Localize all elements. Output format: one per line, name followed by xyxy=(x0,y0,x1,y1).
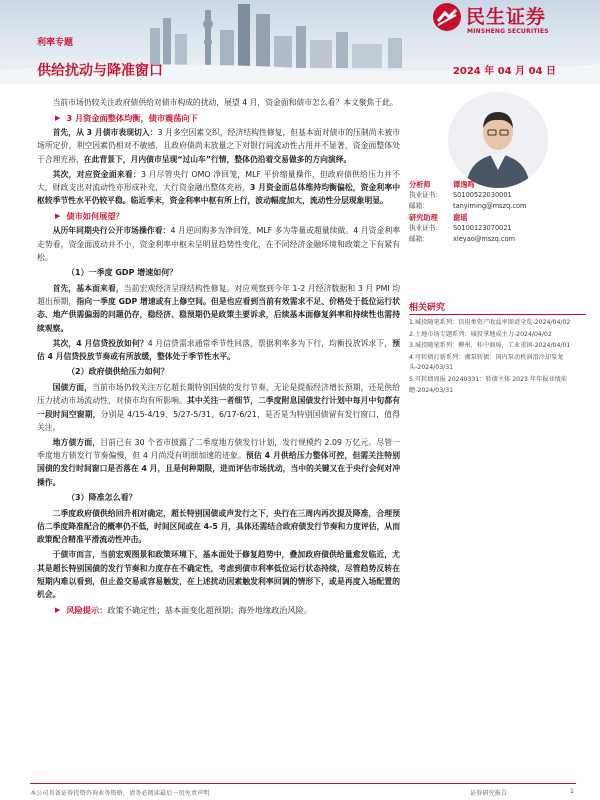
minsheng-logo-icon xyxy=(432,2,462,32)
paragraph: 其次，对应资金面来看：3 月尽管央行 OMO 净回笼，MLF 平价缩量操作，但政府债供给压力并不大，财政支出对流动性亦形成补充，大行资金融出整体充裕，3 月资金面总体维持均衡偏松，资金利率中枢较季节性水平仍较平稳。临近季末，资金利率中枢有所上行，波动幅度加大，流动性分层现象明显。 xyxy=(37,169,401,206)
related-research-item[interactable]: 3.城投随笔系列：柳州，桂中商埠，工业重镇-2024/04/01 xyxy=(409,342,571,350)
analyst-portrait-image xyxy=(448,92,548,188)
analyst-email[interactable]: xieyao@mszq.com xyxy=(453,235,516,243)
header-banner xyxy=(0,0,600,84)
related-research-item[interactable]: 1.城投随笔系列：信用类资产收益率图谱全览-2024/04/02 xyxy=(409,319,571,326)
related-research-list xyxy=(409,318,585,397)
minsheng-logo xyxy=(432,2,580,38)
triangle-bullet-icon: ▶ xyxy=(55,212,61,221)
risk-warning xyxy=(55,603,400,617)
paragraph: 其次，4 月信贷投放如何？4 月信贷需求通常季节性回落，票据利率多为下行，均衡投放诉求下，预估 4 月信贷投放节奏或有所放缓，整体处于季节性水平。 xyxy=(37,338,401,362)
related-research-item[interactable]: 4.可转债打新系列：湘泵转债：国内泵动机润滑冷却泵龙头-2024/03/31 xyxy=(409,353,564,372)
document-title: 供给扰动与降准窗口 xyxy=(37,63,163,79)
section-heading-2 xyxy=(55,209,400,223)
section-title: 债市如何展望？ xyxy=(66,211,124,222)
paragraph: 首先，基本面来看，当前宏观经济呈现结构性修复。对应观察到今年 1-2 月经济数据和 3 月 PMI 均超出预期，指向一季度 GDP 增速或有上修空间。但是也应看到当前有效需求不足、价格处于低位运行状态、地产供需偏弱的问题仍存，稳经济、稳预期仍是政策主要诉求，后续基本面修复斜率和持续性也需持续观察。 xyxy=(37,284,401,333)
paragraph: 从历年同期央行公开市场操作看：4 月逆回购多为净回笼，MLF 多为等量或超量续做。4 月资金利率走势看，资金面波动并不小，资金利率中枢未呈明显趋势性变化，在不同经济金融环境和政策之下有紧有松。 xyxy=(37,226,400,262)
page-number: 1 xyxy=(570,788,574,795)
triangle-bullet-icon: ▶ xyxy=(55,114,61,123)
logo-cn: 民生证券 xyxy=(466,6,547,28)
analyst-email[interactable]: tanyiming@mszq.com xyxy=(453,202,527,210)
paragraph: 地方债方面，目前已有 30 个省市披露了二季度地方债发行计划，发行规模约 2.09 万亿元。尽管一季度地方债发行节奏偏慢，但 4 月尚没有明细加速的迹象。预估 4 月供给压力整体可控，但需关注特别国债的发行时间窗口是否落在 4 月，且是何种期限，进而评估市场扰动，当中的关键又在于央行会何对冲操作。 xyxy=(37,438,400,487)
section-heading-1 xyxy=(55,111,400,125)
paragraph: 二季度政府债供给回升相对确定，超长特别国债或声发行之下，央行在三周内再次提及降准，合理预估二季度降准配合的概率仍不低，时间区间或在 4-5 月，具体还需结合政府债发行节奏和力度评估，从而政策配合精准平滑流动性冲击。 xyxy=(37,508,400,545)
related-divider xyxy=(409,314,586,315)
footer-divider xyxy=(30,783,576,784)
publish-date: 2024 年 04 月 04 日 xyxy=(452,66,556,77)
section-title: 3 月资金面整体均衡，债市震荡向下 xyxy=(66,113,198,124)
paragraph: 国债方面，当前市场仍较关注万亿超长期特别国债的发行节奏，无论是提振经济增长预期，还是供给压力扰动市场流动性，对债市均有所影响。其中关注一者细节，二季度附息国债发行计划中每月中旬都有一段时间空窗期，分别是 4/15-4/19、5/27-5/31、6/17-6/21，是否是为特别国债留有发行窗口，值得关注。 xyxy=(37,383,401,432)
series-tag: 利率专题 xyxy=(37,38,74,48)
analyst-photo xyxy=(448,92,548,188)
related-research-item[interactable]: 5.可转债周报 20240331：转债主体 2023 年年报业绩前瞻-2024/03/31 xyxy=(409,375,568,394)
risk-label: 风险提示： xyxy=(66,605,108,616)
analyst-info: 分析师 谭逸鸣 执业证书： S0100522030001 邮箱： tanyiming@mszq.com 研究助理 谢瑶 执业证书： S0100123070021 邮箱： xieyao@mszq.com xyxy=(409,179,589,245)
triangle-bullet-icon: ▶ xyxy=(55,606,61,615)
footer-doc-type: 证券研究报告 xyxy=(470,790,508,797)
logo-en: MINSHENG SECURITIES xyxy=(467,28,549,35)
paragraph: 于债市而言，当前宏观图景和政策环境下，基本面处于修复趋势中，叠加政府债供给量愈发临近，尤其是超长特别国债的发行节奏和力度存在不确定性，考虑到债市利率低位运行状态持续，尽管趋势反转在短期内难以看到，但止盈交易或容易触发，在上述扰动因素触发利率回调的情形下，或是再度入场配置的机会。 xyxy=(37,550,400,600)
paragraph: 首先，从 3 月债市表现切入：3 月多空因素交织，经济结构性修复，但基本面对债市的压制尚未被市场所定价，利空因素仍相对不敏感，且政府债尚未放量之下对银行间流动性占用并不显著，资金面整体处于合理充裕，在此背景下，月内债市呈现“过山车”行情，整体仍沿着交易做多的方向演绎。 xyxy=(37,128,400,164)
footer-disclaimer: 本公司具备证券投资咨询业务资格，请务必阅读最后一页免责声明 xyxy=(30,790,210,797)
related-research-heading: 相关研究 xyxy=(409,303,446,313)
risk-text: 政策不确定性；基本面变化超预期；海外地缘政治风险。 xyxy=(107,605,313,616)
main-content xyxy=(37,96,400,618)
subheading: （2）政府债供给压力如何？ xyxy=(67,367,169,377)
subheading: （1）一季度 GDP 增速如何？ xyxy=(67,268,178,278)
intro-paragraph: 当前市场仍较关注政府债供给对债市构成的扰动，展望 4 月，资金面和债市怎么看？本文聚焦于此。 xyxy=(52,98,398,107)
subheading: （3）降准怎么看？ xyxy=(67,492,137,502)
related-research-item[interactable]: 2.土地市场专题系列：城投拿地成主力-2024/04/02 xyxy=(409,330,552,338)
analyst-row: 研究助理 谢瑶 xyxy=(409,213,468,222)
analyst-row: 分析师 谭逸鸣 xyxy=(409,180,475,189)
